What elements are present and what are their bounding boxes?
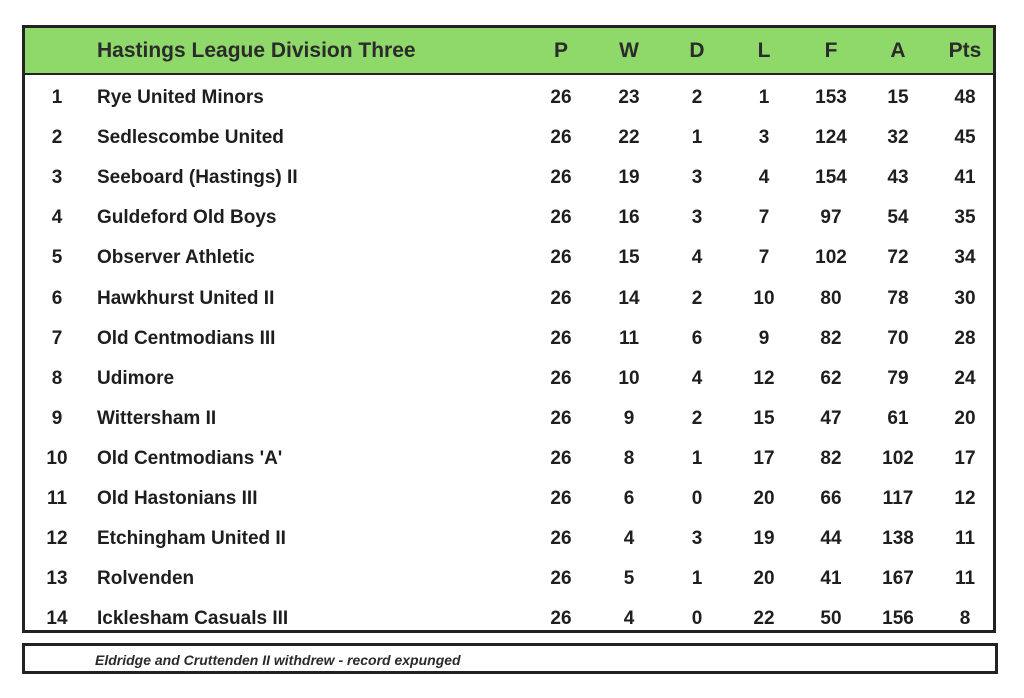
points-cell: 12 [954,488,976,509]
drawn-cell: 1 [691,447,703,469]
played-cell: 26 [550,87,572,108]
points-cell: 30 [954,287,976,309]
table-row [25,198,993,238]
goals-against-cell: 32 [887,127,909,149]
won-cell: 4 [623,528,635,550]
points-cell: 11 [954,528,976,550]
played-cell: 26 [550,167,572,189]
goals-against-cell: 61 [887,407,909,429]
table-row [25,439,993,479]
played-cell: 26 [550,247,572,269]
table-header-row [25,28,993,75]
played-cell: 26 [550,367,572,389]
won-cell: 9 [623,407,635,429]
goals-against-cell: 79 [887,367,909,389]
column-header-goals-against: A [890,39,906,62]
lost-cell: 7 [758,207,770,229]
lost-cell: 1 [758,87,770,108]
goals-for-cell: 41 [820,568,842,590]
won-cell: 16 [618,207,640,229]
lost-cell: 15 [753,407,775,429]
goals-against-cell: 102 [882,447,914,469]
footnote-text: Eldridge and Cruttenden II withdrew - record expunged [95,652,461,668]
won-cell: 15 [618,247,640,269]
lost-cell: 3 [758,127,770,149]
played-cell: 26 [550,287,572,309]
goals-for-cell: 82 [820,447,842,469]
played-cell: 26 [550,407,572,429]
goals-against-cell: 167 [882,568,914,590]
drawn-cell: 6 [691,327,703,349]
goals-for-cell: 50 [820,608,842,630]
lost-cell: 19 [753,528,775,550]
team-name-cell: Seeboard (Hastings) II [97,167,298,189]
drawn-cell: 2 [691,287,703,309]
goals-for-cell: 102 [815,247,847,269]
column-header-goals-for: F [824,39,838,62]
played-cell: 26 [550,127,572,149]
won-cell: 8 [623,447,635,469]
goals-against-cell: 138 [882,528,914,550]
team-name-cell: Old Centmodians III [97,327,276,349]
position-cell: 5 [51,247,63,269]
column-header-lost: L [757,39,771,62]
team-name-cell: Sedlescombe United [97,127,284,149]
points-cell: 48 [954,87,976,108]
team-name-cell: Rolvenden [97,568,195,590]
drawn-cell: 2 [691,407,703,429]
footnote-box [22,643,998,674]
lost-cell: 12 [753,367,775,389]
team-name-cell: Udimore [97,367,175,389]
drawn-cell: 3 [691,207,703,229]
position-cell: 1 [51,87,63,108]
goals-against-cell: 54 [887,207,909,229]
points-cell: 28 [954,327,976,349]
played-cell: 26 [550,528,572,550]
goals-for-cell: 124 [815,127,847,149]
lost-cell: 4 [758,167,770,189]
lost-cell: 22 [753,608,775,630]
points-cell: 35 [954,207,976,229]
won-cell: 14 [618,287,640,309]
points-cell: 24 [954,367,976,389]
lost-cell: 20 [753,568,775,590]
column-header-points: Pts [948,39,982,62]
goals-for-cell: 44 [820,528,842,550]
table-row [25,279,993,319]
played-cell: 26 [550,488,572,509]
points-cell: 45 [954,127,976,149]
played-cell: 26 [550,568,572,590]
goals-for-cell: 62 [820,367,842,389]
team-name-cell: Guldeford Old Boys [97,207,277,229]
table-row [25,479,993,519]
drawn-cell: 1 [691,568,703,590]
drawn-cell: 4 [691,367,703,389]
position-cell: 10 [46,447,68,469]
goals-for-cell: 153 [815,87,847,108]
team-name-cell: Observer Athletic [97,247,255,269]
goals-for-cell: 82 [820,327,842,349]
played-cell: 26 [550,207,572,229]
table-row [25,238,993,278]
won-cell: 23 [618,87,640,108]
points-cell: 34 [954,247,976,269]
team-name-cell: Hawkhurst United II [97,287,275,309]
won-cell: 19 [618,167,640,189]
table-row [25,319,993,359]
table-row [25,78,993,118]
points-cell: 41 [954,167,976,189]
table-row [25,399,993,439]
drawn-cell: 0 [691,608,703,630]
won-cell: 22 [618,127,640,149]
lost-cell: 7 [758,247,770,269]
goals-against-cell: 43 [887,167,909,189]
table-title: Hastings League Division Three [97,39,416,62]
table-row [25,158,993,198]
team-name-cell: Wittersham II [97,407,217,429]
league-table [22,25,996,633]
table-row [25,519,993,559]
position-cell: 2 [51,127,63,149]
table-row [25,359,993,399]
lost-cell: 9 [758,327,770,349]
position-cell: 13 [46,568,68,590]
played-cell: 26 [550,447,572,469]
team-name-cell: Rye United Minors [97,87,264,108]
position-cell: 12 [46,528,68,550]
goals-for-cell: 66 [820,488,842,509]
goals-against-cell: 78 [887,287,909,309]
table-row [25,559,993,599]
team-name-cell: Old Centmodians 'A' [97,447,283,469]
played-cell: 26 [550,608,572,630]
goals-against-cell: 156 [882,608,914,630]
points-cell: 8 [959,608,971,630]
table-row [25,599,993,639]
column-header-played: P [553,39,568,62]
won-cell: 11 [618,327,640,349]
team-name-cell: Etchingham United II [97,528,286,550]
team-name-cell: Old Hastonians III [97,488,258,509]
points-cell: 11 [954,568,976,590]
lost-cell: 20 [753,488,775,509]
drawn-cell: 3 [691,167,703,189]
position-cell: 11 [46,488,68,509]
goals-for-cell: 154 [815,167,847,189]
goals-for-cell: 80 [820,287,842,309]
goals-against-cell: 117 [882,488,914,509]
lost-cell: 10 [753,287,775,309]
won-cell: 5 [623,568,635,590]
points-cell: 20 [954,407,976,429]
position-cell: 8 [51,367,63,389]
drawn-cell: 0 [691,488,703,509]
position-cell: 14 [46,608,68,630]
position-cell: 6 [51,287,63,309]
team-name-cell: Icklesham Casuals III [97,608,289,630]
goals-against-cell: 72 [887,247,909,269]
drawn-cell: 4 [691,247,703,269]
goals-for-cell: 97 [820,207,842,229]
won-cell: 10 [618,367,640,389]
goals-against-cell: 15 [887,87,909,108]
won-cell: 6 [623,488,635,509]
position-cell: 3 [51,167,63,189]
won-cell: 4 [623,608,635,630]
goals-for-cell: 47 [820,407,842,429]
lost-cell: 17 [753,447,775,469]
table-row [25,118,993,158]
position-cell: 7 [51,327,63,349]
position-cell: 9 [51,407,63,429]
drawn-cell: 1 [691,127,703,149]
position-cell: 4 [51,207,63,229]
played-cell: 26 [550,327,572,349]
drawn-cell: 2 [691,87,703,108]
drawn-cell: 3 [691,528,703,550]
column-header-won: W [619,39,639,62]
goals-against-cell: 70 [887,327,909,349]
column-header-drawn: D [689,39,705,62]
points-cell: 17 [954,447,976,469]
